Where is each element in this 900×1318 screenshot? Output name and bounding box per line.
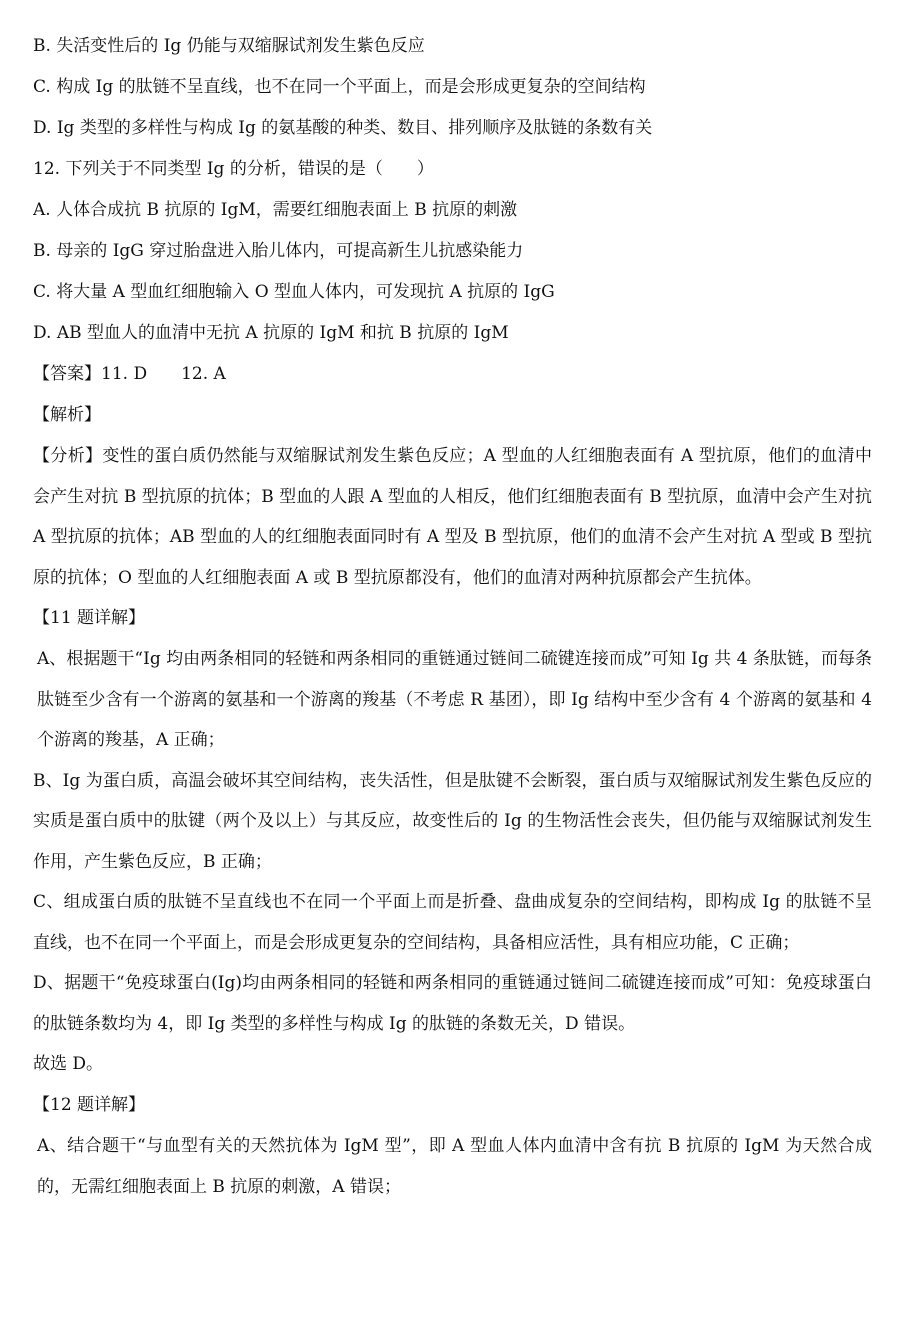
q12-option-b: B. 母亲的 IgG 穿过胎盘进入胎儿体内，可提高新生儿抗感染能力 xyxy=(33,241,524,261)
detail12-a: A、结合题干“与血型有关的天然抗体为 IgM 型”，即 A 型血人体内血清中含有抗 B 抗原的 IgM 为天然合成的，无需红细胞表面上 B 抗原的刺激，A 错误； xyxy=(37,1136,872,1197)
detail11-a: A、根据题干“Ig 均由两条相同的轻链和两条相同的重链通过链间二硫键连接而成”可知 Ig 共 4 条肽链，而每条肽链至少含有一个游离的氨基和一个游离的羧基（不考虑 R 基团），即 Ig 结构中至少含有 4 个游离的氨基和 4 个游离的羧基，A 正确； xyxy=(37,649,872,750)
detail11-b: B、Ig 为蛋白质，高温会破坏其空间结构，丧失活性，但是肽键不会断裂，蛋白质与双缩脲试剂发生紫色反应的实质是蛋白质中的肽键（两个及以上）与其反应，故变性后的 Ig 的生物活性会丧失，但仍能与双缩脲试剂发生作用，产生紫色反应，B 正确； xyxy=(33,770,872,872)
q12-stem: 12. 下列关于不同类型 Ig 的分析，错误的是（ ） xyxy=(33,159,434,179)
detail12-title: 【12 题详解】 xyxy=(33,1095,146,1115)
q12-option-c: C. 将大量 A 型血红细胞输入 O 型血人体内，可发现抗 A 抗原的 IgG xyxy=(33,282,555,302)
detail11-title: 【11 题详解】 xyxy=(33,608,146,628)
detail11-conclusion: 故选 D。 xyxy=(33,1054,104,1074)
q11-option-d: D. Ig 类型的多样性与构成 Ig 的氨基酸的种类、数目、排列顺序及肽链的条数有关 xyxy=(33,118,653,138)
q11-option-b: B. 失活变性后的 Ig 仍能与双缩脲试剂发生紫色反应 xyxy=(33,36,425,56)
q11-option-c: C. 构成 Ig 的肽链不呈直线，也不在同一个平面上，而是会形成更复杂的空间结构 xyxy=(33,77,646,97)
detail11-c: C、组成蛋白质的肽链不呈直线也不在同一个平面上而是折叠、盘曲成复杂的空间结构，即构成 Ig 的肽链不呈直线，也不在同一个平面上，而是会形成更复杂的空间结构，具备相应活性，具有相应功能，C 正确； xyxy=(33,892,872,953)
answer-line: 【答案】11. D 12. A xyxy=(33,364,226,384)
detail11-d: D、据题干“免疫球蛋白(Ig)均由两条相同的轻链和两条相同的重链通过链间二硫键连接而成”可知：免疫球蛋白的肽链条数均为 4，即 Ig 类型的多样性与构成 Ig 的肽链的条数无关，D 错误。 xyxy=(33,973,872,1034)
analysis-paragraph: 【分析】变性的蛋白质仍然能与双缩脲试剂发生紫色反应；A 型血的人红细胞表面有 A 型抗原，他们的血清中会产生对抗 B 型抗原的抗体；B 型血的人跟 A 型血的人相反，他们红细胞表面有 B 型抗原，血清中会产生对抗 A 型抗原的抗体；AB 型血的人的红细胞表面同时有 A 型及 B 型抗原，他们的血清不会产生对抗 A 型或 B 型抗原的抗体；O 型血的人红细胞表面 A 或 B 型抗原都没有，他们的血清对两种抗原都会产生抗体。 xyxy=(33,446,872,588)
q12-option-d: D. AB 型血人的血清中无抗 A 抗原的 IgM 和抗 B 抗原的 IgM xyxy=(33,323,509,343)
analysis-label: 【解析】 xyxy=(33,405,101,425)
q12-option-a: A. 人体合成抗 B 抗原的 IgM，需要红细胞表面上 B 抗原的刺激 xyxy=(33,200,518,220)
